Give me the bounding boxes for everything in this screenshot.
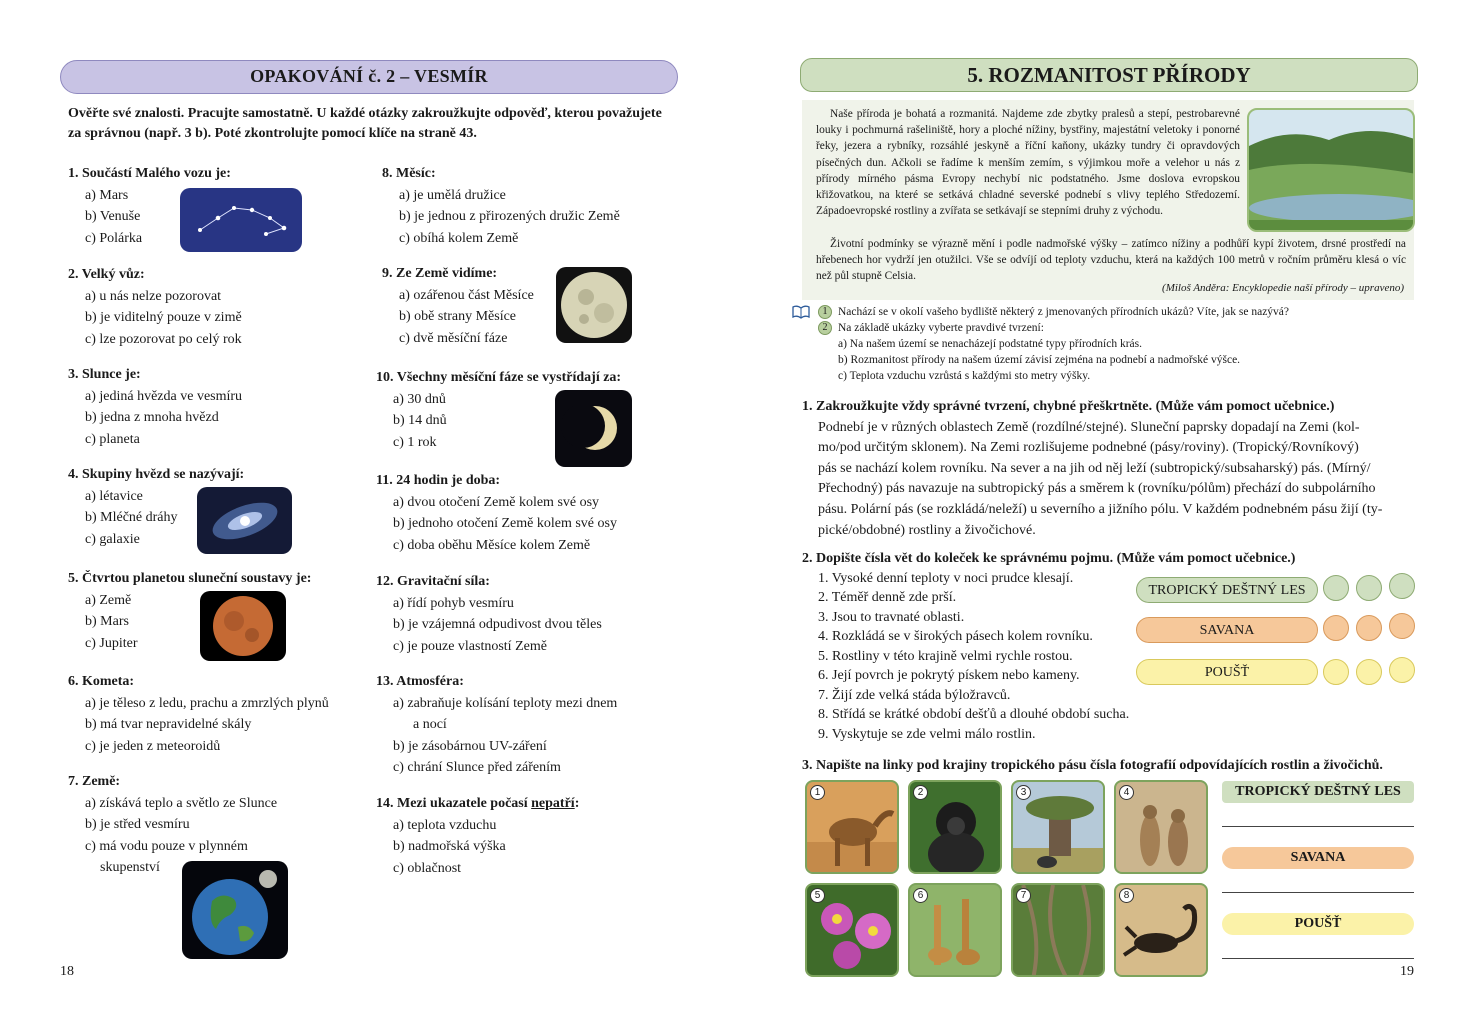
option[interactable]: a) teplota vzduchu (393, 817, 497, 833)
sentence: 6. Její povrch je pokrytý pískem nebo kameny. (818, 668, 1080, 683)
question-title: 1. Součástí Malého vozu je: (68, 166, 231, 181)
question-8 (382, 163, 682, 249)
task-1 (802, 397, 1414, 541)
photo-number: 4 (1119, 785, 1134, 800)
answer-circle[interactable] (1389, 657, 1415, 683)
photo-meerkats (1114, 780, 1208, 874)
photo-lianas (1011, 883, 1105, 977)
moon-image (556, 267, 632, 343)
task-title: 1. Zakroužkujte vždy správné tvrzení, chybné přeškrtněte. (Může vám pomoct učebnice.) (802, 399, 1335, 414)
photo-number: 6 (913, 888, 928, 903)
option[interactable]: c) chrání Slunce před zářením (393, 760, 561, 775)
book-icon (792, 305, 810, 319)
term-rainforest: TROPICKÝ DEŠTNÝ LES (1136, 577, 1318, 603)
option[interactable]: a) ozářenou část Měsíce (399, 287, 534, 303)
option[interactable]: c) galaxie (85, 531, 140, 547)
photo-number: 1 (810, 785, 825, 800)
answer-circle[interactable] (1356, 659, 1382, 685)
question-title: 13. Atmosféra: (376, 674, 464, 689)
question-title: 8. Měsíc: (382, 166, 436, 181)
option-continued: skupenství (100, 860, 160, 875)
task-text-line[interactable]: mo/pod určitým sklonem). Na Zemi rozlišujeme podnebné (pásy/roviny). (Tropický/Rovníkový) (818, 440, 1359, 456)
option[interactable]: c) Jupiter (85, 635, 138, 651)
option[interactable]: b) je střed vesmíru (85, 817, 190, 832)
answer-circle[interactable] (1389, 573, 1415, 599)
photo-number: 2 (913, 785, 928, 800)
option[interactable]: b) jedna z mnoha hvězd (85, 410, 219, 425)
option[interactable]: b) Mléčné dráhy (85, 510, 178, 525)
option[interactable]: b) 14 dnů (393, 413, 447, 428)
question-title: 7. Země: (68, 774, 121, 789)
photo-gorilla (908, 780, 1002, 874)
option[interactable]: a) získává teplo a světlo ze Slunce (85, 795, 278, 811)
title-part: : (574, 796, 580, 811)
option[interactable]: a) je těleso z ledu, prachu a zmrzlých plynů (85, 695, 329, 711)
task-text-line[interactable]: pické/obdobné) rostliny a živočichové. (818, 522, 1036, 538)
option[interactable]: a) jediná hvězda ve vesmíru (85, 388, 243, 404)
question-title (376, 793, 676, 815)
term-savanna: SAVANA (1136, 617, 1318, 643)
option[interactable]: b) má tvar nepravidelné skály (85, 717, 252, 732)
task3-term-desert: POUŠŤ (1222, 913, 1414, 935)
photo-giraffes (908, 883, 1002, 977)
photo-number: 5 (810, 888, 825, 903)
question-title: 4. Skupiny hvězd se nazývají: (68, 467, 245, 482)
answer-circle[interactable] (1323, 575, 1349, 601)
right-page (738, 0, 1476, 1032)
instructions: Ověřte své znalosti. Pracujte samostatně. U každé otázky zakroužkujte odpověď, kterou považujete za správnou (např. 3 b). Poté zkontrolujte pomocí klíče na straně 43. (68, 106, 662, 141)
page-title: 5. ROZMANITOST PŘÍRODY (800, 58, 1418, 92)
option[interactable]: b) jednoho otočení Země kolem své osy (393, 516, 617, 531)
reading-paragraph-2: Životní podmínky se výrazně mění i podle nadmořské výšky – zatímco nížiny a podhůří kypí životem, drsné prostředí na hřebenech hor vydrží jen otužilci. Vše se odvíjí od teploty vzduchu, která na každých 100 metrů v ročním průměru klesá o víc než půl stupně Celsia. (816, 238, 1406, 283)
question-9 (382, 263, 682, 349)
sentence: 7. Žijí zde velká stáda býložravců. (818, 687, 1011, 703)
crescent-moon-image (555, 390, 632, 467)
question-title: 9. Ze Země vidíme: (382, 266, 498, 281)
task3-term-savanna: SAVANA (1222, 847, 1414, 869)
option[interactable]: c) je jeden z meteoroidů (85, 738, 221, 754)
photo-camel (805, 780, 899, 874)
option[interactable]: c) oblačnost (393, 860, 462, 876)
option[interactable]: c) lze pozorovat po celý rok (85, 331, 242, 347)
option[interactable]: c) dvě měsíční fáze (399, 330, 508, 346)
question-11 (376, 470, 676, 556)
question-3 (68, 364, 368, 450)
title-part: 14. Mezi ukazatele počasí (376, 796, 532, 811)
option[interactable]: c) má vodu pouze v plynném (85, 838, 248, 854)
sentence: 4. Rozkládá se v širokých pásech kolem rovníku. (818, 629, 1093, 644)
option[interactable]: a) zabraňuje kolísání teploty mezi dnem (393, 695, 618, 711)
option[interactable]: b) je zásobárnou UV-záření (393, 738, 547, 754)
mars-image (200, 591, 286, 661)
task-3 (802, 758, 1422, 774)
question-title: 5. Čtvrtou planetou sluneční soustavy je: (68, 571, 312, 586)
landscape-image (1247, 108, 1415, 232)
option[interactable]: b) je vzájemná odpudivost dvou těles (393, 617, 602, 632)
task-text-line[interactable]: pásu. Polární pás (se rozkládá/neleží) u severního a jižního pólu. V každém podnebném pásu žijí (ty- (818, 501, 1383, 517)
option[interactable]: a) je umělá družice (399, 187, 506, 203)
option[interactable]: b) je viditelný pouze v zimě (85, 310, 242, 325)
task-title: 3. Napište na linky pod krajiny tropického pásu čísla fotografií odpovídajících rostlin a živočichů. (802, 758, 1383, 773)
option[interactable]: c) doba oběhu Měsíce kolem Země (393, 537, 591, 553)
task-text-line[interactable]: pás se nachází kolem rovníku. Na sever a na jih od něj leží (subtropický/subsaharský) pás. (Mírný/ (818, 460, 1371, 476)
question-12 (376, 571, 676, 657)
side-option[interactable]: b) Rozmanitost přírody na našem území závisí zejména na podnebí a nadmořské výšce. (838, 354, 1241, 366)
option[interactable]: b) nadmořská výška (393, 839, 506, 854)
term-desert: POUŠŤ (1136, 659, 1318, 685)
sentence: 3. Jsou to travnaté oblasti. (818, 609, 965, 625)
option[interactable]: a) Mars (85, 187, 129, 203)
question-title: 2. Velký vůz: (68, 267, 145, 282)
photo-number: 3 (1016, 785, 1031, 800)
photo-baobab (1011, 780, 1105, 874)
option[interactable]: a) létavice (85, 488, 143, 504)
question-14 (376, 793, 676, 879)
page-number: 18 (60, 964, 74, 979)
option[interactable]: a) u nás nelze pozorovat (85, 288, 222, 304)
number-badge: 2 (818, 321, 832, 335)
answer-circle[interactable] (1323, 659, 1349, 685)
answer-circle[interactable] (1356, 575, 1382, 601)
answer-circle[interactable] (1323, 615, 1349, 641)
question-title: 6. Kometa: (68, 674, 135, 689)
option[interactable]: a) Země (85, 592, 132, 608)
option-continued: a nocí (413, 717, 447, 732)
task-text-line[interactable]: Podnebí je v různých oblastech Země (rozdílné/stejné). Sluneční paprsky dopadají na Zemi (kol- (818, 419, 1360, 435)
option[interactable]: a) 30 dnů (393, 391, 446, 407)
number-badge: 1 (818, 305, 832, 319)
constellation-image (180, 188, 302, 252)
answer-circle[interactable] (1389, 613, 1415, 639)
side-question-1: Nachází se v okolí vašeho bydliště některý z jmenovaných přírodních ukázů? Víte, jak se nazývá? (838, 306, 1290, 318)
sentence: 8. Střídá se krátké období dešťů a dlouhé období sucha. (818, 707, 1130, 722)
option[interactable]: a) řídí pohyb vesmíru (393, 595, 514, 611)
option[interactable]: b) Venuše (85, 209, 141, 224)
question-title: 10. Všechny měsíční fáze se vystřídají za: (376, 370, 622, 385)
answer-line[interactable] (1222, 958, 1414, 959)
option[interactable]: c) Polárka (85, 230, 143, 246)
sentence: 1. Vysoké denní teploty v noci prudce klesají. (818, 570, 1074, 586)
photo-number: 7 (1016, 888, 1031, 903)
task3-term-rainforest: TROPICKÝ DEŠTNÝ LES (1222, 781, 1414, 803)
reading-source: (Miloš Anděra: Encyklopedie naší přírody – upraveno) (1162, 282, 1404, 294)
question-13 (376, 671, 676, 779)
option[interactable]: c) je pouze vlastností Země (393, 638, 547, 654)
sentence: 2. Téměř denně zde prší. (818, 590, 957, 605)
question-title: 11. 24 hodin je doba: (376, 473, 501, 488)
galaxy-image (197, 487, 292, 554)
option[interactable]: a) dvou otočení Země kolem své osy (393, 494, 600, 510)
reading-box (802, 100, 1414, 300)
earth-image (182, 861, 288, 959)
question-6 (68, 671, 368, 757)
task-2 (802, 549, 1414, 744)
photo-number: 8 (1119, 888, 1134, 903)
side-option[interactable]: c) Teplota vzduchu vzrůstá s každými sto metry výšky. (838, 370, 1091, 382)
sentence: 5. Rostliny v této krajině velmi rychle rostou. (818, 648, 1073, 664)
answer-circle[interactable] (1356, 615, 1382, 641)
underlined-word: nepatří (531, 796, 575, 811)
option[interactable]: b) Mars (85, 614, 129, 629)
side-question-2: Na základě ukázky vyberte pravdivé tvrzení: (838, 322, 1044, 334)
question-2 (68, 264, 368, 350)
page-title: OPAKOVÁNÍ č. 2 – VESMÍR (60, 60, 678, 94)
page-number: 19 (1400, 964, 1414, 979)
answer-line[interactable] (1222, 826, 1414, 827)
question-title: 12. Gravitační síla: (376, 574, 490, 589)
option[interactable]: b) obě strany Měsíce (399, 309, 517, 324)
task-title: 2. Dopište čísla vět do koleček ke správnému pojmu. (Může vám pomoct učebnice.) (802, 551, 1296, 566)
reading-paragraph-1: Naše příroda je bohatá a rozmanitá. Najdeme zde zbytky pralesů a stepí, pestrobarevné louky i pochmurná rašeliniště, hory a ploché nížiny, bystřiny, majestátní veletoky i ponorné řeky, jezera a rybníky, rozsáhlé jeskyně a říční kaňony, ukázky tundry či opravdových písečných dun. Ačkoli se řadíme k menším zemím, s výjimkou moře a velehor u nás z přírody mírného pásma Evropy nechybí nic podstatného. Jsme doslova evropskou křižovatkou, na které se setkává chladné severské podnebí s vlivy teplého Středozemí. Západoevropské rostliny a zvířata se setkávají se stepními druhy z východu. (816, 108, 1240, 218)
sentence: 9. Vyskytuje se zde velmi málo rostlin. (818, 726, 1036, 742)
option[interactable]: c) obíhá kolem Země (399, 230, 519, 246)
answer-line[interactable] (1222, 892, 1414, 893)
side-option[interactable]: a) Na našem území se nenacházejí podstatné typy přírodních krás. (838, 338, 1142, 350)
question-title: 3. Slunce je: (68, 367, 141, 382)
task-text-line[interactable]: Přechodný) pás navazuje na subtropický pás a směrem k (rovníku/pólům) přechází do subpolárního (818, 481, 1376, 497)
photo-scorpion (1114, 883, 1208, 977)
option[interactable]: c) 1 rok (393, 434, 437, 450)
option[interactable]: c) planeta (85, 431, 140, 447)
photo-orchid (805, 883, 899, 977)
option[interactable]: b) je jednou z přirozených družic Země (399, 209, 620, 224)
